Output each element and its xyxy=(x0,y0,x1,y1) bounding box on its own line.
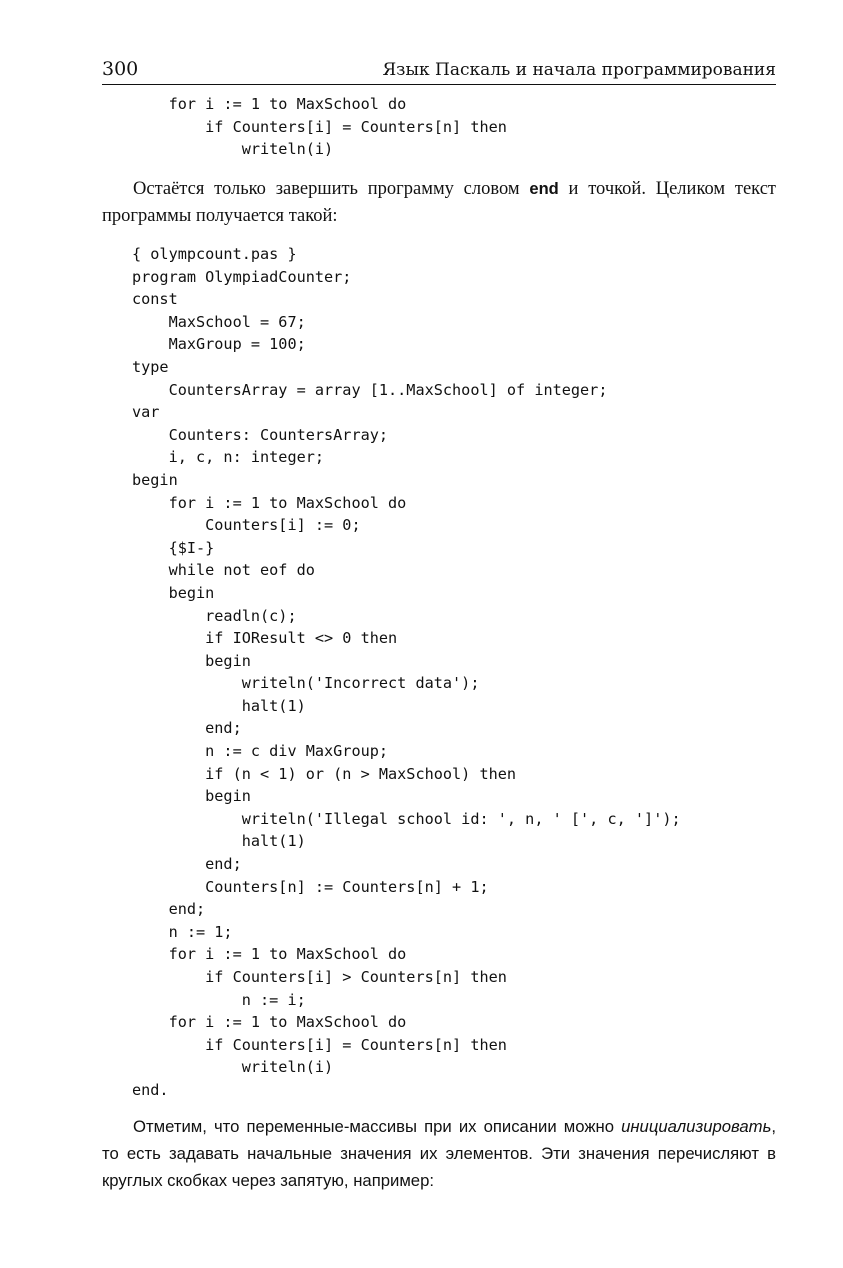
term-initialize: инициализировать xyxy=(621,1117,772,1136)
code-listing-olympcount: { olympcount.pas } program OlympiadCounter; const MaxSchool = 67; MaxGroup = 100; type CountersArray = array [1..MaxSchool] of integer; var Counters: CountersArray; i, c, n: integer; begin for i := 1 to MaxSchool do Counters[i] := 0; {$I-} while not eof do begin readln(c); if IOResult <> 0 then begin writeln('Incorrect data'); halt(1) end; n := c div MaxGroup; if (n < 1) or (n > MaxSchool) then begin writeln('Illegal school id: ', n, ' [', c, ']'); halt(1) end; Counters[n] := Counters[n] + 1; end; n := 1; for i := 1 to MaxSchool do if Counters[i] > Counters[n] then n := i; for i := 1 to MaxSchool do if Counters[i] = Counters[n] then writeln(i) end. xyxy=(132,245,681,1099)
keyword-end: end xyxy=(529,180,559,198)
paragraph-1-after: и точкой. Целиком текст программы получается такой: xyxy=(102,179,776,226)
paragraph-program-text xyxy=(102,176,776,230)
code-fragment-top: for i := 1 to MaxSchool do if Counters[i] = Counters[n] then writeln(i) xyxy=(168,95,507,159)
paragraph-2-before: Отметим, что переменные-массивы при их описании можно xyxy=(133,1117,622,1136)
running-title: Язык Паскаль и начала программирования xyxy=(382,60,776,80)
paragraph-2-after: , то есть задавать начальные значения их элементов. Эти значения перечисляют в круглых скобках через запятую, например: xyxy=(102,1117,776,1190)
paragraph-1-before: Остаётся только завершить программу словом xyxy=(133,179,530,199)
page-number: 300 xyxy=(102,58,139,80)
page-header xyxy=(102,58,776,85)
paragraph-array-initialization xyxy=(102,1113,776,1194)
